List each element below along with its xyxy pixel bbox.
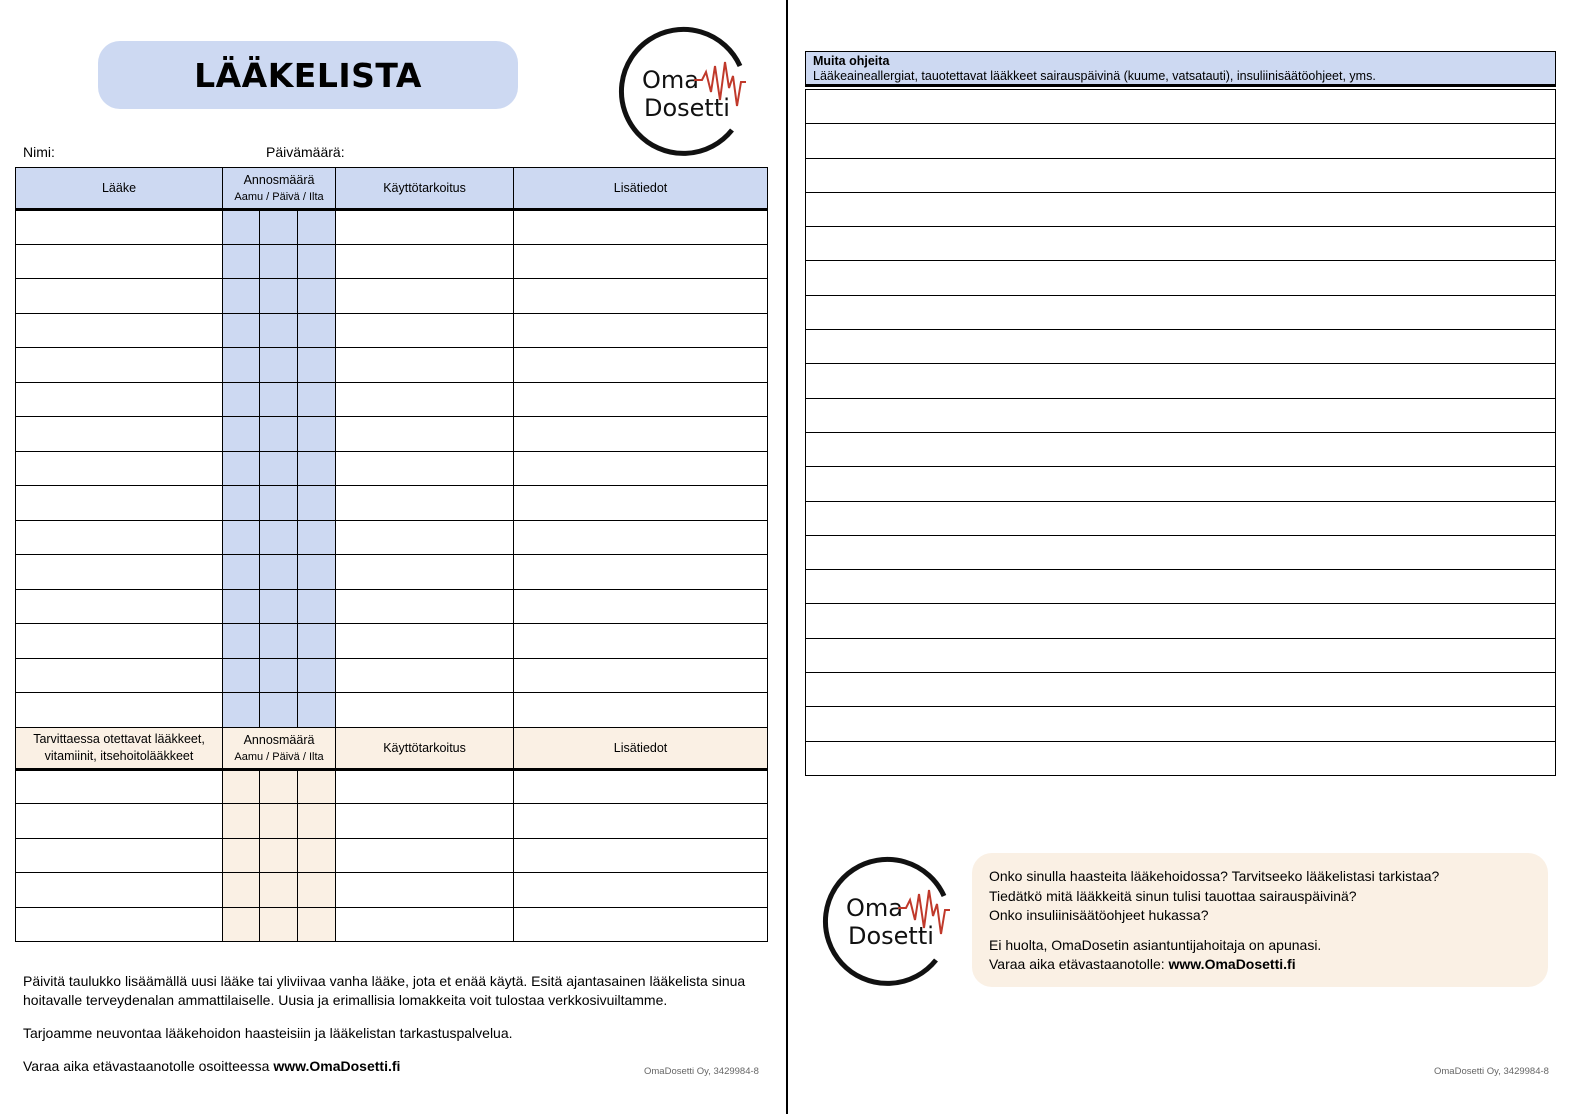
footer-service: Tarjoamme neuvontaa lääkehoidon haasteisiin ja lääkelistan tarkastuspalvelua. [23, 1025, 513, 1041]
purpose-cell[interactable] [336, 348, 514, 383]
dose-morning-cell[interactable] [223, 279, 260, 314]
table-row [16, 873, 768, 908]
dose-evening-cell[interactable] [298, 804, 336, 839]
dose-evening-cell[interactable] [298, 907, 336, 942]
page-title: LÄÄKELISTA [194, 55, 422, 95]
dose-evening-cell[interactable] [298, 417, 336, 452]
logo-text-oma-bottom: Oma [846, 894, 903, 922]
purpose-cell[interactable] [336, 382, 514, 417]
note-line [806, 604, 1556, 638]
info-cell[interactable] [514, 279, 768, 314]
info-booking [989, 955, 1531, 975]
purpose-cell[interactable] [336, 486, 514, 521]
dose-day-cell[interactable] [260, 804, 298, 839]
purpose-cell[interactable] [336, 244, 514, 279]
purpose-cell[interactable] [336, 769, 514, 804]
table-row [16, 210, 768, 245]
dose-morning-cell[interactable] [223, 838, 260, 873]
dose-evening-cell[interactable] [298, 313, 336, 348]
dose-day-cell[interactable] [260, 313, 298, 348]
dose-day-cell[interactable] [260, 520, 298, 555]
note-line [806, 330, 1556, 364]
drug-cell[interactable] [16, 838, 223, 873]
dose-morning-cell[interactable] [223, 658, 260, 693]
dose-day-cell[interactable] [260, 907, 298, 942]
table-row [16, 907, 768, 942]
note-line [806, 707, 1556, 741]
info-cell[interactable] [514, 486, 768, 521]
note-line [806, 124, 1556, 158]
info-cell[interactable] [514, 520, 768, 555]
note-line-cell[interactable] [806, 604, 1556, 638]
dose-morning-cell[interactable] [223, 382, 260, 417]
dose-morning-cell[interactable] [223, 210, 260, 245]
col-dose-header [223, 168, 336, 210]
drug-cell[interactable] [16, 804, 223, 839]
drug-cell[interactable] [16, 451, 223, 486]
table-row [16, 624, 768, 659]
dose-morning-cell[interactable] [223, 451, 260, 486]
info-cell[interactable] [514, 555, 768, 590]
dose-day-cell[interactable] [260, 417, 298, 452]
dose-evening-cell[interactable] [298, 520, 336, 555]
purpose-cell[interactable] [336, 417, 514, 452]
info-cell[interactable] [514, 348, 768, 383]
note-line-cell[interactable] [806, 158, 1556, 192]
omadosetti-logo [612, 22, 752, 162]
col-info-header: Lisätiedot [514, 168, 768, 210]
dose-day-cell[interactable] [260, 486, 298, 521]
logo-text-dosetti: Dosetti [644, 94, 730, 122]
dose-morning-cell[interactable] [223, 313, 260, 348]
name-label: Nimi: [23, 144, 55, 160]
drug-cell[interactable] [16, 348, 223, 383]
dose-day-cell[interactable] [260, 348, 298, 383]
dose-day-cell[interactable] [260, 838, 298, 873]
note-line [806, 501, 1556, 535]
notes-header [805, 51, 1556, 87]
note-line [806, 741, 1556, 775]
dose-morning-cell[interactable] [223, 769, 260, 804]
purpose-cell[interactable] [336, 838, 514, 873]
note-line [806, 535, 1556, 569]
table-row [16, 693, 768, 728]
note-line [806, 467, 1556, 501]
note-line-cell[interactable] [806, 192, 1556, 226]
drug-cell[interactable] [16, 624, 223, 659]
dose-label: Annosmäärä [243, 173, 315, 187]
dose-morning-cell[interactable] [223, 555, 260, 590]
note-line-cell[interactable] [806, 501, 1556, 535]
prn-table-header [16, 727, 768, 769]
info-cell[interactable] [514, 658, 768, 693]
note-line-cell[interactable] [806, 330, 1556, 364]
note-line [806, 398, 1556, 432]
dose-evening-cell[interactable] [298, 624, 336, 659]
dose-evening-cell[interactable] [298, 244, 336, 279]
dose-evening-cell[interactable] [298, 348, 336, 383]
table-row [16, 520, 768, 555]
omadosetti-logo-bottom [816, 852, 956, 992]
dose-day-cell[interactable] [260, 210, 298, 245]
table-row [16, 451, 768, 486]
dose-morning-cell[interactable] [223, 624, 260, 659]
dose-day-cell[interactable] [260, 244, 298, 279]
note-line [806, 364, 1556, 398]
note-line-cell[interactable] [806, 364, 1556, 398]
table-row [16, 486, 768, 521]
info-cell[interactable] [514, 624, 768, 659]
table-row [16, 417, 768, 452]
info-website-link[interactable]: www.OmaDosetti.fi [1168, 956, 1296, 972]
prn-col-drug-header: Tarvittaessa otettavat lääkkeet, vitamiinit, itsehoitolääkkeet [16, 727, 223, 769]
dose-evening-cell[interactable] [298, 658, 336, 693]
purpose-cell[interactable] [336, 873, 514, 908]
dose-evening-cell[interactable] [298, 838, 336, 873]
drug-cell[interactable] [16, 486, 223, 521]
table-row [16, 279, 768, 314]
note-line-cell[interactable] [806, 398, 1556, 432]
note-line [806, 673, 1556, 707]
page-divider [786, 0, 788, 1114]
note-line-cell[interactable] [806, 432, 1556, 466]
info-cell[interactable] [514, 873, 768, 908]
dose-morning-cell[interactable] [223, 348, 260, 383]
note-line-cell[interactable] [806, 90, 1556, 124]
drug-cell[interactable] [16, 693, 223, 728]
footer-booking-text: Varaa aika etävastaanotolle osoitteessa [23, 1058, 274, 1074]
note-line-cell[interactable] [806, 570, 1556, 604]
dose-morning-cell[interactable] [223, 804, 260, 839]
purpose-cell[interactable] [336, 907, 514, 942]
drug-cell[interactable] [16, 769, 223, 804]
col-purpose-header: Käyttötarkoitus [336, 168, 514, 210]
note-line [806, 227, 1556, 261]
dose-day-cell[interactable] [260, 382, 298, 417]
dose-evening-cell[interactable] [298, 589, 336, 624]
drug-cell[interactable] [16, 873, 223, 908]
purpose-cell[interactable] [336, 624, 514, 659]
purpose-cell[interactable] [336, 693, 514, 728]
prn-col-purpose-header: Käyttötarkoitus [336, 727, 514, 769]
note-line-cell[interactable] [806, 295, 1556, 329]
dose-day-cell[interactable] [260, 693, 298, 728]
note-line [806, 638, 1556, 672]
drug-cell[interactable] [16, 382, 223, 417]
prn-dose-label: Annosmäärä [243, 732, 315, 747]
table-row [16, 348, 768, 383]
note-line-cell[interactable] [806, 124, 1556, 158]
dose-day-cell[interactable] [260, 589, 298, 624]
dose-day-cell[interactable] [260, 624, 298, 659]
note-line [806, 432, 1556, 466]
drug-cell[interactable] [16, 417, 223, 452]
purpose-cell[interactable] [336, 279, 514, 314]
drug-cell[interactable] [16, 520, 223, 555]
dose-evening-cell[interactable] [298, 555, 336, 590]
table-row [16, 658, 768, 693]
drug-cell[interactable] [16, 658, 223, 693]
table-row [16, 769, 768, 804]
info-question-1: Onko sinulla haasteita lääkehoidossa? Tarvitseeko lääkelistasi tarkistaa? [989, 868, 1440, 884]
dose-morning-cell[interactable] [223, 693, 260, 728]
dose-morning-cell[interactable] [223, 417, 260, 452]
note-line-cell[interactable] [806, 741, 1556, 775]
note-line-cell[interactable] [806, 261, 1556, 295]
purpose-cell[interactable] [336, 589, 514, 624]
info-reassurance: Ei huolta, OmaDosetin asiantuntijahoitaja on apunasi. [989, 936, 1322, 953]
dose-day-cell[interactable] [260, 451, 298, 486]
info-cell[interactable] [514, 589, 768, 624]
table-row [16, 804, 768, 839]
table-row [16, 382, 768, 417]
purpose-cell[interactable] [336, 804, 514, 839]
footer-instructions: Päivitä taulukko lisäämällä uusi lääke tai yliviivaa vanha lääke, jota et enää käytä. Esitä ajantasainen lääkelista sinua hoitavalle terveydenalan ammattilaiselle. Uusia ja erimallisia lomakkeita voit tulostaa verkkosivuiltamme. [23, 973, 746, 1008]
note-line [806, 570, 1556, 604]
notes-lines [805, 89, 1556, 776]
dose-morning-cell[interactable] [223, 520, 260, 555]
purpose-cell[interactable] [336, 520, 514, 555]
dose-evening-cell[interactable] [298, 382, 336, 417]
table-row [16, 555, 768, 590]
dose-morning-cell[interactable] [223, 873, 260, 908]
medication-table [15, 167, 768, 942]
dose-morning-cell[interactable] [223, 244, 260, 279]
info-cell[interactable] [514, 382, 768, 417]
dose-day-cell[interactable] [260, 873, 298, 908]
info-question-3: Onko insuliinisäätöohjeet hukassa? [989, 907, 1209, 923]
dose-sublabel: Aamu / Päivä / Ilta [234, 191, 324, 203]
dose-evening-cell[interactable] [298, 210, 336, 245]
note-line [806, 295, 1556, 329]
company-id-right: OmaDosetti Oy, 3429984-8 [1434, 1066, 1549, 1077]
drug-cell[interactable] [16, 244, 223, 279]
prn-dose-sublabel: Aamu / Päivä / Ilta [234, 750, 324, 763]
info-cell[interactable] [514, 838, 768, 873]
info-cell[interactable] [514, 313, 768, 348]
note-line-cell[interactable] [806, 535, 1556, 569]
note-line [806, 261, 1556, 295]
note-line-cell[interactable] [806, 227, 1556, 261]
notes-subtitle: Lääkeaineallergiat, tauotettavat lääkkeet sairauspäivinä (kuume, vatsatauti), insuliinisäätöohjeet, yms. [813, 69, 1376, 83]
dose-morning-cell[interactable] [223, 907, 260, 942]
note-line-cell[interactable] [806, 707, 1556, 741]
info-cell[interactable] [514, 210, 768, 245]
drug-cell[interactable] [16, 907, 223, 942]
table-row [16, 244, 768, 279]
drug-cell[interactable] [16, 279, 223, 314]
drug-cell[interactable] [16, 313, 223, 348]
prn-medication-rows [16, 769, 768, 942]
note-line-cell[interactable] [806, 467, 1556, 501]
note-line [806, 192, 1556, 226]
info-cell[interactable] [514, 693, 768, 728]
purpose-cell[interactable] [336, 658, 514, 693]
dose-morning-cell[interactable] [223, 589, 260, 624]
info-cell[interactable] [514, 244, 768, 279]
note-line-cell[interactable] [806, 638, 1556, 672]
info-booking-text: Varaa aika etävastaanotolle: [989, 956, 1169, 972]
info-question-2: Tiedätkö mitä lääkkeitä sinun tulisi tauottaa sairauspäivinä? [989, 887, 1357, 904]
info-cell[interactable] [514, 907, 768, 942]
info-cell[interactable] [514, 804, 768, 839]
info-cell[interactable] [514, 417, 768, 452]
dose-day-cell[interactable] [260, 555, 298, 590]
dose-evening-cell[interactable] [298, 486, 336, 521]
drug-cell[interactable] [16, 589, 223, 624]
purpose-cell[interactable] [336, 555, 514, 590]
notes-title: Muita ohjeita [813, 54, 890, 68]
dose-evening-cell[interactable] [298, 873, 336, 908]
prn-col-info-header: Lisätiedot [514, 727, 768, 769]
title-banner [98, 41, 518, 109]
table-row [16, 313, 768, 348]
company-id-left: OmaDosetti Oy, 3429984-8 [644, 1066, 759, 1077]
drug-cell[interactable] [16, 210, 223, 245]
table-header [16, 168, 768, 210]
purpose-cell[interactable] [336, 210, 514, 245]
dose-day-cell[interactable] [260, 769, 298, 804]
table-row [16, 838, 768, 873]
medication-rows [16, 210, 768, 728]
purpose-cell[interactable] [336, 451, 514, 486]
note-line [806, 90, 1556, 124]
table-row [16, 589, 768, 624]
dose-day-cell[interactable] [260, 658, 298, 693]
col-drug-header: Lääke [16, 168, 223, 210]
footer-website-link[interactable]: www.OmaDosetti.fi [273, 1058, 401, 1074]
info-box [972, 853, 1548, 987]
note-line-cell[interactable] [806, 673, 1556, 707]
dose-day-cell[interactable] [260, 279, 298, 314]
note-line [806, 158, 1556, 192]
info-cell[interactable] [514, 451, 768, 486]
dose-morning-cell[interactable] [223, 486, 260, 521]
logo-text-oma: Oma [642, 66, 699, 94]
dose-evening-cell[interactable] [298, 769, 336, 804]
dose-evening-cell[interactable] [298, 279, 336, 314]
purpose-cell[interactable] [336, 313, 514, 348]
drug-cell[interactable] [16, 555, 223, 590]
dose-evening-cell[interactable] [298, 693, 336, 728]
dose-evening-cell[interactable] [298, 451, 336, 486]
logo-text-dosetti-bottom: Dosetti [848, 922, 934, 950]
date-label: Päivämäärä: [266, 144, 345, 160]
info-cell[interactable] [514, 769, 768, 804]
prn-col-dose-header [223, 727, 336, 769]
